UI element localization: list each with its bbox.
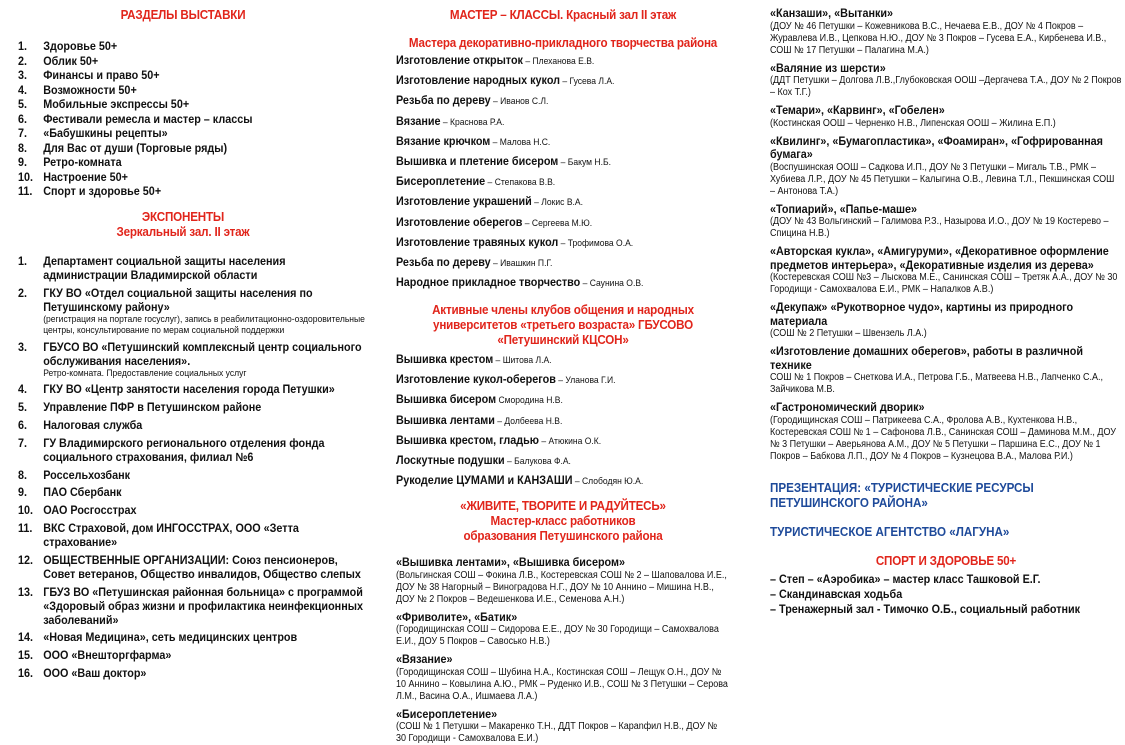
- list-item: [18, 126, 370, 140]
- masterclass-name: Резьба по дереву: [396, 93, 491, 108]
- item-number: 9.: [18, 485, 28, 500]
- masterclass-name: Резьба по дереву: [396, 254, 491, 269]
- item-text: ГКУ ВО «Центр занятости населения города Петушки»: [43, 382, 335, 397]
- masterclass-name: Лоскутные подушки: [396, 453, 505, 467]
- list-item: [18, 340, 370, 379]
- item-number: 1.: [18, 254, 28, 268]
- block-heading: «Гастрономический дворик»: [770, 400, 925, 414]
- item-text: ОБЩЕСТВЕННЫЕ ОРГАНИЗАЦИИ: Союз пенсионеров, Совет ветеранов, Общество инвалидов, Общество слепых: [43, 552, 361, 581]
- masterclass-name: Бисероплетение: [396, 174, 486, 189]
- masterclass-block: [396, 653, 730, 703]
- masterclass-block: [396, 708, 730, 745]
- block-heading: «Изготовление домашних оберегов», работы в различной технике: [770, 344, 1084, 372]
- block-participants: (Городищинская СОШ – Патрикеева С.А., Фролова А.В., Кухтенкова Н.В., Костеревская СОШ № 1 – Сафонова Л.В., Санинская СОШ – Даминова М.М., ДОУ № 3 Петушки – Аверьянова А.М., ДОУ № 5 Петушки – Паршина Е.С., ДОУ № 1 Покров – Бабкова Л.П., ДОУ № 4 Покров – Кузнецова В.А., Малова Р.И.): [770, 414, 1117, 462]
- block-heading: «Квилинг», «Бумагопластика», «Фоамиран», «Гофрированная бумага»: [770, 133, 1103, 161]
- middle-column: [396, 0, 730, 745]
- sport-title: СПОРТ И ЗДОРОВЬЕ 50+: [875, 553, 1017, 568]
- group2-list: [396, 352, 730, 489]
- block-participants: (Вольгинская СОШ – Фокина Л.В., Костеревская СОШ № 2 – Шаповалова И.Е., ДОУ № 38 Нагорный – Виноградова Н.Г., ДОУ № 10 Аннино – Мишина Н.В., ДОУ № 2 Покров – Ведешенкова И.Е., Семенова А.Н.): [396, 569, 727, 605]
- block-participants: (Костинская ООШ – Черненко Н.В., Липенская ООШ – Жилина Е.П.): [770, 117, 1056, 129]
- list-item: [18, 436, 370, 464]
- sport-item: – Тренажерный зал - Тимочко О.Б., социальный работник: [770, 601, 1081, 616]
- group2-title: Активные члены клубов общения и народных университетов «третьего возраста» ГБУСОВО «Петушинский КЦСОН»: [432, 303, 694, 348]
- block-heading: «Темари», «Карвинг», «Гобелен»: [770, 103, 945, 117]
- block-participants: (ДОУ № 46 Петушки – Кожевникова В.С., Нечаева Е.В., ДОУ № 4 Покров – Журавлева И.В., Цепкова Н.Ю., ДОУ № 3 Покров – Гусева Е.А., Кирбенева И.В., СОШ № 17 Петушки – Палагина М.А.): [770, 20, 1107, 56]
- masterclass-row: [396, 194, 730, 210]
- list-item: [18, 286, 370, 336]
- item-text: Департамент социальной защиты населения администрации Владимирской области: [43, 254, 286, 282]
- masterclass-row: [396, 114, 730, 130]
- item-text: ВКС Страховой, дом ИНГОССТРАХ, ООО «Зетта страхование»: [43, 520, 299, 549]
- item-number: 4.: [18, 82, 28, 97]
- master-person: – Долбеева Н.В.: [494, 415, 563, 427]
- masterclass-blocks: [770, 7, 1122, 463]
- list-item: [18, 170, 370, 184]
- item-text: ГБУЗ ВО «Петушинская районная больница» с программой «Здоровый образ жизни и профилактика неинфекционных заболеваний»: [43, 584, 363, 627]
- block-participants: (Городищинская СОШ – Шубина Н.А., Костинская СОШ – Лещук О.Н., ДОУ № 10 Аннино – Ковылина А.Ю., РМК – Руденко И.В., СОШ № 3 Петушки – Серова Л.М., Васина О.А., Ишмаева Л.А.): [396, 666, 728, 702]
- masterclass-name: Изготовление открыток: [396, 53, 523, 67]
- masterclass-block: [396, 556, 730, 606]
- item-text: ОАО Росгосстрах: [43, 503, 137, 518]
- presentation-title: ПРЕЗЕНТАЦИЯ: «ТУРИСТИЧЕСКИЕ РЕСУРСЫ ПЕТУШИНСКОГО РАЙОНА»: [770, 480, 1034, 510]
- masterclass-row: [396, 53, 730, 69]
- master-person: – Бакум Н.Б.: [558, 156, 611, 168]
- block-heading: «Бисероплетение»: [396, 706, 498, 721]
- master-person: – Ивашкин П.Г.: [490, 257, 553, 269]
- masterclass-block: [770, 62, 1122, 100]
- masterclass-row: [396, 275, 730, 291]
- masterclass-row: [396, 154, 730, 170]
- master-person: – Сергеева М.Ю.: [522, 217, 593, 229]
- item-text: ГУ Владимирского регионального отделения фонда социального страхования, филиал №6: [43, 435, 325, 464]
- master-person: – Плеханова Е.В.: [522, 56, 595, 67]
- masterclass-name: Изготовление народных кукол: [396, 73, 561, 88]
- item-text: ООО «Ваш доктор»: [43, 665, 147, 680]
- item-note: Ретро-комната. Предоставление социальных услуг: [43, 367, 247, 379]
- item-text: Возможности 50+: [43, 82, 137, 97]
- group3-title: «ЖИВИТЕ, ТВОРИТЕ И РАДУЙТЕСЬ»: [460, 499, 666, 514]
- masterclass-row: [396, 372, 730, 388]
- item-note: (регистрация на портале госуслуг), запись в реабилитационно-оздоровительные центры, консультирование по мерам социальной поддержки: [43, 313, 365, 336]
- group1-list: [396, 53, 730, 291]
- item-text: Управление ПФР в Петушинском районе: [43, 400, 262, 415]
- item-number: 5.: [18, 400, 28, 415]
- masterclass-name: Изготовление кукол-оберегов: [396, 372, 556, 387]
- item-number: 6.: [18, 111, 28, 126]
- item-number: 1.: [18, 39, 28, 53]
- group3-list: [396, 556, 730, 745]
- masterclass-name: Вышивка лентами: [396, 412, 495, 427]
- master-person: – Атюкина О.К.: [539, 435, 602, 447]
- list-item: [18, 54, 370, 68]
- masterclass-row: [396, 392, 730, 408]
- item-text: Для Вас от души (Торговые ряды): [43, 140, 228, 155]
- list-item: [18, 184, 370, 198]
- list-item: [18, 585, 370, 627]
- block-heading: «Вышивка лентами», «Вышивка бисером»: [396, 555, 625, 570]
- item-number: 8.: [18, 467, 28, 482]
- masterclass-name: Изготовление оберегов: [396, 214, 523, 229]
- masterclass-row: [396, 174, 730, 190]
- master-person: – Локис В.А.: [531, 197, 583, 209]
- master-person: – Степакова В.В.: [485, 177, 556, 189]
- list-item: [18, 400, 370, 414]
- exhibitors-title: ЭКСПОНЕНТЫ: [141, 210, 225, 224]
- master-person: – Слободян Ю.А.: [572, 476, 644, 488]
- item-number: 7.: [18, 435, 28, 450]
- masterclass-row: [396, 352, 730, 368]
- list-item: [18, 141, 370, 155]
- masterclass-block: [770, 301, 1122, 340]
- item-number: 10.: [18, 503, 34, 518]
- item-number: 11.: [18, 520, 33, 535]
- list-item: [18, 254, 370, 282]
- right-column: [770, 0, 1122, 739]
- list-item: [18, 630, 370, 644]
- block-participants: (СОШ № 1 Петушки – Макаренко Т.Н., ДДТ Покров – Карanфил Н.В., ДОУ № 30 Городищи - Самохвалова Е.И.): [396, 721, 718, 745]
- masterclass-block: [770, 104, 1122, 130]
- item-text: Мобильные экспрессы 50+: [43, 97, 190, 111]
- masterclass-name: Вышивка и плетение бисером: [396, 153, 559, 168]
- masterclass-block: [770, 135, 1122, 198]
- left-column: [18, 0, 365, 739]
- item-text: «Новая Медицина», сеть медицинских центров: [43, 630, 298, 645]
- masterclass-name: Вышивка крестом: [396, 352, 494, 367]
- masterclass-row: [396, 255, 730, 271]
- group3-subtitle: Мастер-класс работников образования Петушинского района: [463, 514, 663, 544]
- sport-item: – Скандинавская ходьба: [770, 586, 903, 601]
- list-item: [18, 112, 370, 126]
- masterclass-row: [396, 215, 730, 231]
- master-person: – Иванов С.Л.: [490, 96, 549, 108]
- masterclass-name: Рукоделие ЦУМАМИ и КАНЗАШИ: [396, 473, 573, 488]
- masterclass-name: Народное прикладное творчество: [396, 275, 581, 290]
- block-heading: «Авторская кукла», «Амигуруми», «Декоративное оформление предметов интерьера», «Декоративные изделия из дерева»: [770, 244, 1109, 272]
- group1-title: Мастера декоративно-прикладного творчества района: [408, 36, 718, 50]
- master-person: – Малова Н.С.: [490, 136, 551, 148]
- item-text: Здоровье 50+: [43, 39, 118, 53]
- masterclass-block: [770, 401, 1122, 463]
- list-item: [18, 666, 370, 680]
- list-item: [18, 418, 370, 432]
- masterclass-row: [396, 73, 730, 89]
- master-person: – Трофимова О.А.: [558, 237, 634, 249]
- masterclass-name: Вышивка крестом, гладью: [396, 432, 540, 447]
- agency-title: ТУРИСТИЧЕСКОЕ АГЕНТСТВО «ЛАГУНА»: [770, 524, 1010, 539]
- block-heading: «Вязание»: [396, 652, 453, 667]
- item-text: ПАО Сбербанк: [43, 485, 122, 500]
- item-text: Финансы и право 50+: [43, 68, 160, 82]
- list-item: [18, 503, 370, 517]
- item-text: Ретро-комната: [43, 155, 122, 169]
- list-item: [18, 521, 370, 549]
- item-number: 2.: [18, 285, 28, 300]
- list-item: [18, 485, 370, 499]
- masterclass-name: Изготовление травяных кукол: [396, 234, 559, 249]
- item-number: 7.: [18, 126, 28, 140]
- masterclass-row: [396, 134, 730, 150]
- list-item: [18, 39, 370, 53]
- list-item: [18, 468, 370, 482]
- item-text: Спорт и здоровье 50+: [43, 184, 162, 198]
- item-text: Фестивали ремесла и мастер – классы: [43, 111, 253, 126]
- block-participants: (ДДТ Петушки – Долгова Л.В.,Глубоковская ООШ –Дергачева Т.А., ДОУ № 2 Покров – Кох Т.Г.): [770, 75, 1122, 98]
- block-participants: СОШ № 1 Покров – Снеткова И.А., Петрова Г.Б., Матвеева Н.В., Лапченко С.А., Зайчикова М.В.: [770, 372, 1104, 395]
- sport-list: [770, 572, 1122, 617]
- masterclass-block: [770, 7, 1122, 57]
- item-text: Настроение 50+: [43, 169, 128, 184]
- block-participants: (Воспушинская ООШ – Садкова И.П., ДОУ № 3 Петушки – Мигаль Т.В., РМК – Хубиева Л.Р., ДОУ № 45 Петушки – Калыгина О.В., Левина Т.Л., Пекшинская СОШ – Антонова Т.А.): [770, 161, 1115, 197]
- block-heading: «Топиарий», «Папье-маше»: [770, 201, 917, 216]
- block-heading: «Валяние из шерсти»: [770, 60, 886, 75]
- exhibitors-subtitle: Зеркальный зал. II этаж: [116, 225, 250, 239]
- list-item: [18, 83, 370, 97]
- item-text: ООО «Внешторгфарма»: [43, 648, 172, 663]
- item-number: 3.: [18, 339, 28, 354]
- sections-list: [18, 39, 348, 198]
- master-person: – Саунина О.В.: [580, 278, 644, 290]
- list-item: [18, 97, 370, 111]
- item-number: 5.: [18, 97, 28, 111]
- masterclass-block: [770, 203, 1122, 241]
- list-item: [18, 68, 370, 82]
- item-number: 8.: [18, 140, 28, 155]
- item-text: ГКУ ВО «Отдел социальной защиты населения по Петушинскому району»: [43, 285, 313, 314]
- item-number: 2.: [18, 53, 28, 68]
- item-number: 11.: [18, 184, 33, 198]
- list-item: [18, 553, 370, 581]
- item-number: 16.: [18, 665, 34, 680]
- masterclass-block: [396, 611, 730, 649]
- item-text: Облик 50+: [43, 53, 99, 68]
- list-item: [18, 382, 370, 396]
- block-participants: (СОШ № 2 Петушки – Швензель Л.А.): [770, 328, 927, 339]
- master-person: – Шитова Л.А.: [493, 355, 552, 367]
- block-participants: (ДОУ № 43 Вольгинский – Галимова Р.З., Назырова И.О., ДОУ № 19 Костерево – Спицина Н.В.): [770, 216, 1109, 239]
- masterclass-row: [396, 473, 730, 489]
- block-heading: «Фриволите», «Батик»: [396, 609, 518, 624]
- masterclass-row: [396, 413, 730, 429]
- block-participants: (Костеревская СОШ №3 – Лыскова М.Е., Санинская СОШ – Третяк А.А., ДОУ № 30 Городищи - Самохвалова Е.И., РМК – Напалков А.В.): [770, 272, 1118, 295]
- item-text: Налоговая служба: [43, 417, 143, 432]
- item-number: 9.: [18, 155, 28, 169]
- masterclass-title: МАСТЕР – КЛАССЫ. Красный зал II этаж: [449, 8, 677, 22]
- item-number: 3.: [18, 68, 28, 82]
- masterclass-name: Вязание крючком: [396, 133, 491, 148]
- master-person: Смородина Н.В.: [496, 395, 563, 407]
- block-heading: «Канзаши», «Вытанки»: [770, 6, 894, 20]
- masterclass-row: [396, 433, 730, 449]
- masterclass-block: [770, 245, 1122, 296]
- masterclass-row: [396, 453, 730, 469]
- list-item: [18, 155, 370, 169]
- master-person: – Уланова Г.И.: [555, 375, 616, 387]
- item-text: ГБУСО ВО «Петушинский комплексный центр социального обслуживания населения».: [43, 339, 362, 368]
- masterclass-row: [396, 235, 730, 251]
- sections-title: РАЗДЕЛЫ ВЫСТАВКИ: [120, 8, 246, 22]
- masterclass-name: Вышивка бисером: [396, 392, 497, 407]
- list-item: [18, 648, 370, 662]
- masterclass-name: Вязание: [396, 113, 441, 128]
- masterclass-row: [396, 93, 730, 109]
- item-number: 4.: [18, 382, 28, 397]
- item-number: 13.: [18, 584, 34, 599]
- block-heading: «Декупаж» «Рукотворное чудо», картины из природного материала: [770, 300, 1074, 328]
- item-number: 14.: [18, 630, 34, 645]
- item-number: 12.: [18, 552, 34, 567]
- block-participants: (Городищинская СОШ – Сидорова Е.Е., ДОУ № 30 Городищи – Самохвалова Е.И., ДОУ 5 Покров – Савосько Н.В.): [396, 624, 719, 648]
- masterclass-block: [770, 345, 1122, 396]
- item-text: Россельхозбанк: [43, 467, 131, 482]
- item-number: 10.: [18, 169, 34, 184]
- item-number: 6.: [18, 417, 28, 432]
- item-text: «Бабушкины рецепты»: [43, 126, 168, 140]
- exhibitors-list: [18, 254, 365, 680]
- master-person: – Балукова Ф.А.: [504, 456, 571, 467]
- master-person: – Краснова Р.А.: [440, 116, 505, 128]
- item-number: 15.: [18, 648, 34, 663]
- master-person: – Гусева Л.А.: [560, 76, 615, 88]
- masterclass-name: Изготовление украшений: [396, 194, 532, 209]
- sport-item: – Степ – «Аэробика» – мастер класс Ташковой Е.Г.: [770, 571, 1041, 586]
